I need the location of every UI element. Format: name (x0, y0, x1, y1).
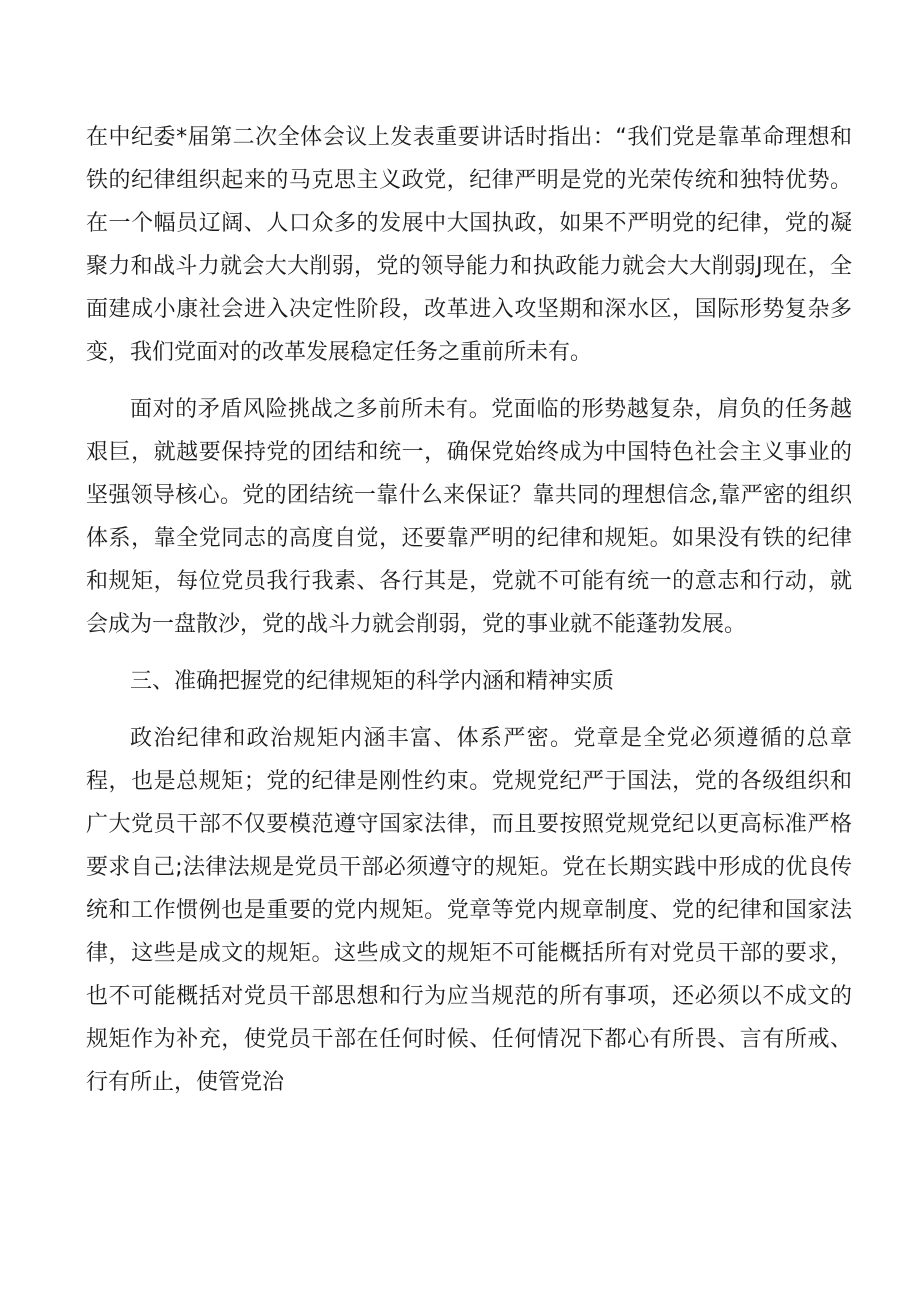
document-body (86, 116, 852, 1118)
paragraph-3: 政治纪律和政治规矩内涵丰富、体系严密。党章是全党必须遵循的总章程，也是总规矩；党的纪律是刚性约束。党规党纪严于国法，党的各级组织和广大党员干部不仅要模范遵守国家法律，而且要按照党规党纪以更高标准严格要求自己;法律法规是党员干部必须遵守的规矩。党在长期实践中形成的优良传统和工作惯例也是重要的党内规矩。党章等党内规章制度、党的纪律和国家法律，这些是成文的规矩。这些成文的规矩不可能概括所有对党员干部的要求，也不可能概括对党员干部思想和行为应当规范的所有事项，还必须以不成文的规矩作为补充，使党员干部在任何时候、任何情况下都心有所畏、言有所戒、行有所止，使管党治 (86, 726, 852, 1095)
paragraph-2: 面对的矛盾风险挑战之多前所未有。党面临的形势越复杂，肩负的任务越艰巨，就越要保持党的团结和统一，确保党始终成为中国特色社会主义事业的坚强领导核心。党的团结统一靠什么来保证？靠共同的理想信念,靠严密的组织体系，靠全党同志的高度自觉，还要靠严明的纪律和规矩。如果没有铁的纪律和规矩，每位党员我行我素、各行其是，党就不可能有统一的意志和行动，就会成为一盘散沙，党的战斗力就会削弱，党的事业就不能蓬勃发展。 (86, 397, 852, 637)
paragraph-1: 在中纪委*届第二次全体会议上发表重要讲话时指出：“我们党是靠革命理想和铁的纪律组织起来的马克思主义政党，纪律严明是党的光荣传统和独特优势。在一个幅员辽阔、人口众多的发展中大国执政，如果不严明党的纪律，党的凝聚力和战斗力就会大大削弱，党的领导能力和执政能力就会大大削弱J现在，全面建成小康社会进入决定性阶段，改革进入攻坚期和深水区，国际形势复杂多变，我们党面对的改革发展稳定任务之重前所未有。 (86, 125, 852, 365)
section-heading: 三、准确把握党的纪律规矩的科学内涵和精神实质 (130, 669, 615, 694)
